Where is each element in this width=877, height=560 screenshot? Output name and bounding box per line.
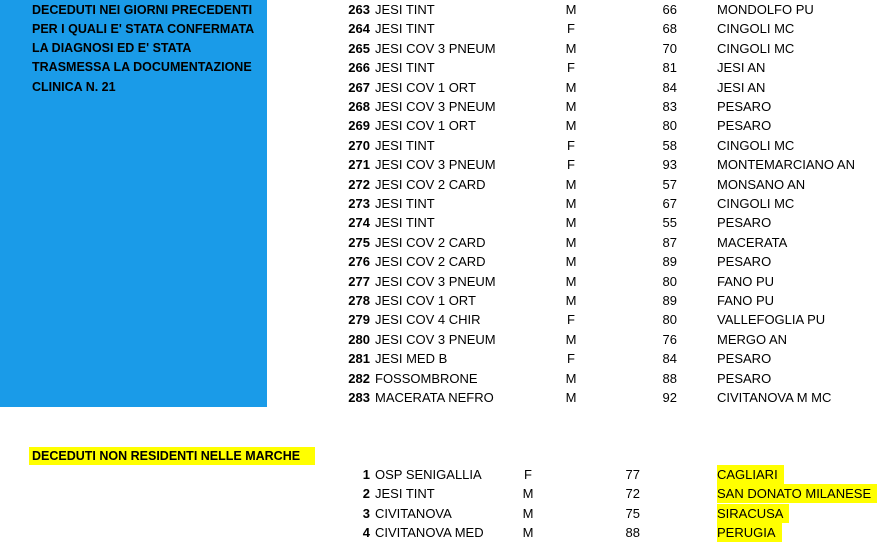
ward-cell: JESI COV 2 CARD bbox=[375, 234, 486, 250]
row-number: 3 bbox=[362, 505, 370, 521]
summary-caption-line: DECEDUTI NEI GIORNI PRECEDENTI bbox=[32, 3, 253, 17]
row-number: 271 bbox=[348, 157, 370, 173]
ward-cell: JESI COV 4 CHIR bbox=[375, 312, 481, 328]
table-row bbox=[0, 155, 855, 174]
age-cell: 70 bbox=[662, 40, 677, 56]
table-row bbox=[0, 58, 850, 77]
summary-caption-line: LA DIAGNOSI ED E' STATA bbox=[32, 41, 192, 55]
sex-cell: M bbox=[565, 254, 577, 270]
town-cell: CINGOLI MC bbox=[717, 21, 795, 37]
sex-cell: F bbox=[567, 157, 575, 173]
non-resident-heading bbox=[29, 447, 315, 465]
table-row bbox=[0, 330, 850, 349]
age-cell: 89 bbox=[662, 293, 677, 308]
sex-cell: M bbox=[565, 390, 577, 405]
summary-caption-line: CLINICA N. 21 bbox=[32, 80, 116, 94]
sex-cell: M bbox=[565, 273, 577, 289]
town-cell: PESARO bbox=[717, 99, 772, 114]
ward-cell: MACERATA NEFRO bbox=[375, 390, 494, 405]
town-cell: CIVITANOVA M MC bbox=[717, 390, 832, 405]
table-row bbox=[0, 484, 872, 503]
table-row bbox=[0, 19, 850, 38]
row-number: 267 bbox=[348, 79, 370, 95]
ward-cell: CIVITANOVA bbox=[375, 505, 452, 521]
ward-cell: JESI COV 2 CARD bbox=[375, 254, 486, 270]
table-row bbox=[0, 291, 850, 310]
age-cell: 80 bbox=[662, 273, 677, 289]
ward-cell: CIVITANOVA MED bbox=[375, 524, 484, 540]
age-cell: 88 bbox=[662, 370, 677, 386]
town-cell: PESARO bbox=[717, 370, 772, 386]
sex-cell: M bbox=[565, 196, 577, 211]
age-cell: 58 bbox=[662, 137, 677, 153]
age-cell: 84 bbox=[662, 351, 677, 367]
ward-cell: JESI COV 1 ORT bbox=[375, 118, 476, 134]
sex-cell: F bbox=[567, 137, 575, 153]
sex-cell: M bbox=[565, 176, 577, 192]
row-number: 265 bbox=[348, 40, 370, 56]
age-cell: 66 bbox=[662, 2, 677, 17]
age-cell: 83 bbox=[662, 99, 677, 114]
table-row bbox=[0, 310, 850, 329]
town-cell: JESI AN bbox=[717, 60, 766, 76]
ward-cell: JESI COV 3 PNEUM bbox=[375, 331, 496, 347]
ward-cell: JESI COV 3 PNEUM bbox=[375, 99, 496, 114]
row-number: 278 bbox=[348, 293, 370, 308]
town-cell: MERGO AN bbox=[717, 331, 788, 347]
ward-cell: JESI COV 2 CARD bbox=[375, 176, 486, 192]
row-number: 268 bbox=[348, 99, 370, 114]
row-number: 279 bbox=[348, 312, 370, 328]
summary-caption-line: PER I QUALI E' STATA CONFERMATA bbox=[32, 22, 255, 36]
ward-cell: JESI COV 1 ORT bbox=[375, 293, 476, 308]
row-number: 1 bbox=[362, 467, 370, 482]
age-cell: 81 bbox=[662, 60, 677, 76]
table-row bbox=[0, 39, 850, 58]
table-row bbox=[0, 194, 850, 213]
row-number: 264 bbox=[348, 21, 370, 37]
town-cell: CINGOLI MC bbox=[717, 137, 795, 153]
table-row bbox=[0, 523, 850, 542]
ward-cell: JESI COV 3 PNEUM bbox=[375, 273, 496, 289]
row-number: 281 bbox=[348, 351, 370, 367]
table-row bbox=[0, 0, 850, 19]
ward-cell: JESI TINT bbox=[375, 137, 435, 153]
sex-cell: M bbox=[565, 215, 577, 231]
age-cell: 88 bbox=[625, 524, 640, 540]
sex-cell: F bbox=[567, 351, 575, 367]
row-number: 282 bbox=[348, 370, 370, 386]
row-number: 276 bbox=[348, 254, 370, 270]
sex-cell: F bbox=[567, 21, 575, 37]
ward-cell: JESI TINT bbox=[375, 2, 435, 17]
age-cell: 55 bbox=[662, 215, 677, 231]
town-cell: CINGOLI MC bbox=[717, 196, 795, 211]
ward-cell: JESI TINT bbox=[375, 486, 435, 502]
sex-cell: F bbox=[524, 467, 532, 482]
age-cell: 87 bbox=[662, 234, 677, 250]
table-row bbox=[0, 116, 850, 135]
row-number: 266 bbox=[348, 60, 370, 76]
table-row bbox=[0, 388, 850, 407]
sex-cell: M bbox=[565, 2, 577, 17]
row-number: 274 bbox=[348, 215, 370, 231]
ward-cell: JESI COV 3 PNEUM bbox=[375, 157, 496, 173]
sex-cell: M bbox=[522, 486, 534, 502]
row-number: 4 bbox=[362, 524, 370, 540]
age-cell: 57 bbox=[662, 176, 677, 192]
sex-cell: M bbox=[522, 524, 534, 540]
row-number: 2 bbox=[362, 486, 370, 502]
town-cell: MONDOLFO PU bbox=[717, 2, 814, 17]
ward-cell: JESI TINT bbox=[375, 21, 435, 37]
sex-cell: M bbox=[565, 99, 577, 114]
town-cell: PESARO bbox=[717, 254, 772, 270]
row-number: 263 bbox=[348, 2, 370, 17]
town-cell: FANO PU bbox=[717, 273, 775, 289]
table-row bbox=[0, 272, 850, 291]
table-row bbox=[0, 213, 850, 232]
row-number: 269 bbox=[348, 118, 370, 134]
town-cell: MONSANO AN bbox=[717, 176, 806, 192]
town-cell: CAGLIARI bbox=[717, 465, 784, 484]
town-cell: SIRACUSA bbox=[717, 504, 789, 523]
table-row bbox=[0, 504, 850, 523]
age-cell: 68 bbox=[662, 21, 677, 37]
row-number: 280 bbox=[348, 331, 370, 347]
age-cell: 84 bbox=[662, 79, 677, 95]
town-cell: PERUGIA bbox=[717, 523, 782, 542]
age-cell: 92 bbox=[662, 390, 677, 405]
row-number: 275 bbox=[348, 234, 370, 250]
age-cell: 77 bbox=[625, 467, 640, 482]
age-cell: 76 bbox=[662, 331, 677, 347]
town-cell: SAN DONATO MILANESE bbox=[717, 484, 877, 503]
summary-caption-line: TRASMESSA LA DOCUMENTAZIONE bbox=[32, 60, 252, 74]
row-number: 283 bbox=[348, 390, 370, 405]
non-resident-title: DECEDUTI NON RESIDENTI NELLE MARCHE bbox=[32, 449, 301, 463]
ward-cell: JESI MED B bbox=[375, 351, 448, 367]
age-cell: 67 bbox=[662, 196, 677, 211]
age-cell: 89 bbox=[662, 254, 677, 270]
town-cell: MONTEMARCIANO AN bbox=[717, 157, 855, 173]
table-row bbox=[0, 136, 850, 155]
table-row bbox=[0, 465, 850, 484]
row-number: 272 bbox=[348, 176, 370, 192]
sex-cell: M bbox=[522, 505, 534, 521]
town-cell: CINGOLI MC bbox=[717, 40, 795, 56]
sex-cell: M bbox=[565, 40, 577, 56]
row-number: 277 bbox=[348, 273, 370, 289]
table-row bbox=[0, 97, 850, 116]
sex-cell: M bbox=[565, 331, 577, 347]
table-row bbox=[0, 233, 850, 252]
ward-cell: JESI COV 3 PNEUM bbox=[375, 40, 496, 56]
town-cell: PESARO bbox=[717, 118, 772, 134]
table-row bbox=[0, 349, 850, 368]
ward-cell: FOSSOMBRONE bbox=[375, 370, 478, 386]
town-cell: VALLEFOGLIA PU bbox=[717, 312, 826, 328]
table-row bbox=[0, 175, 850, 194]
table-row bbox=[0, 252, 850, 271]
ward-cell: JESI TINT bbox=[375, 196, 435, 211]
table-row bbox=[0, 369, 850, 388]
age-cell: 72 bbox=[625, 486, 640, 502]
row-number: 273 bbox=[348, 196, 370, 211]
sex-cell: M bbox=[565, 370, 577, 386]
age-cell: 93 bbox=[662, 157, 677, 173]
town-cell: FANO PU bbox=[717, 293, 775, 308]
town-cell: PESARO bbox=[717, 351, 772, 367]
row-number: 270 bbox=[348, 137, 370, 153]
table-row bbox=[0, 78, 850, 97]
town-cell: PESARO bbox=[717, 215, 772, 231]
ward-cell: JESI TINT bbox=[375, 60, 435, 76]
sex-cell: M bbox=[565, 234, 577, 250]
sex-cell: F bbox=[567, 312, 575, 328]
sex-cell: M bbox=[565, 293, 577, 308]
town-cell: MACERATA bbox=[717, 234, 788, 250]
ward-cell: JESI COV 1 ORT bbox=[375, 79, 476, 95]
ward-cell: JESI TINT bbox=[375, 215, 435, 231]
age-cell: 75 bbox=[625, 505, 640, 521]
sex-cell: F bbox=[567, 60, 575, 76]
age-cell: 80 bbox=[662, 118, 677, 134]
ward-cell: OSP SENIGALLIA bbox=[375, 467, 482, 482]
age-cell: 80 bbox=[662, 312, 677, 328]
sex-cell: M bbox=[565, 79, 577, 95]
town-cell: JESI AN bbox=[717, 79, 766, 95]
sex-cell: M bbox=[565, 118, 577, 134]
